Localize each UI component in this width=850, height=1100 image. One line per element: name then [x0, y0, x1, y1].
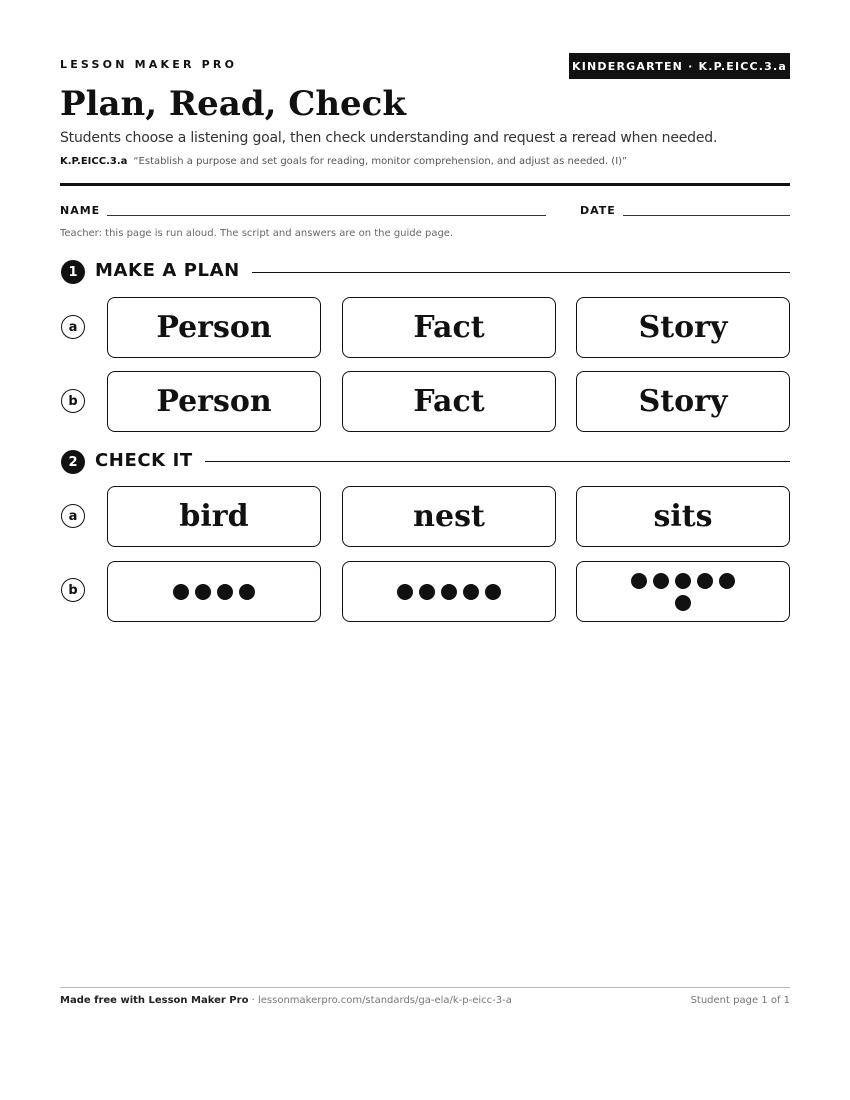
count-dot: [675, 573, 691, 589]
plan-b-fact-card[interactable]: [342, 371, 556, 432]
grade-standard-badge: KINDERGARTEN · K.P.EICC.3.a: [569, 53, 790, 79]
count-dot: [239, 584, 255, 600]
section-1-title: MAKE A PLAN: [95, 260, 252, 281]
count-dot: [675, 595, 691, 611]
section-1-number: 1: [61, 260, 85, 284]
brand-name: LESSON MAKER PRO: [60, 58, 238, 71]
card-word: Person: [156, 310, 272, 345]
plan-b-person-card[interactable]: [107, 371, 321, 432]
dot-group: [158, 584, 270, 600]
card-word: Person: [156, 384, 272, 419]
footer-credit: [60, 995, 512, 1006]
count-dot: [397, 584, 413, 600]
count-dot: [173, 584, 189, 600]
plan-a-person-card[interactable]: [107, 297, 321, 358]
check-b-dots-card-1[interactable]: [107, 561, 321, 622]
card-word: Fact: [413, 310, 485, 345]
footer-made-with: Made free with Lesson Maker Pro: [60, 995, 249, 1006]
footer-divider: [60, 987, 790, 988]
date-label: DATE: [580, 204, 616, 217]
teacher-note: Teacher: this page is run aloud. The script and answers are on the guide page.: [60, 228, 454, 239]
date-field[interactable]: [623, 215, 790, 216]
standard-code: K.P.EICC.3.a: [60, 156, 128, 167]
count-dot: [195, 584, 211, 600]
section-2-title: CHECK IT: [95, 450, 205, 471]
card-word: Fact: [413, 384, 485, 419]
check-a-sits-card[interactable]: [576, 486, 790, 547]
plan-a-fact-card[interactable]: [342, 297, 556, 358]
page-subtitle: Students choose a listening goal, then check understanding and request a reread when needed.: [60, 130, 718, 146]
row-1b-letter: b: [61, 389, 85, 413]
header-divider: [60, 183, 790, 186]
check-a-nest-card[interactable]: [342, 486, 556, 547]
section-1-rule: [250, 272, 790, 273]
name-field[interactable]: [107, 215, 546, 216]
footer-page-number: Student page 1 of 1: [690, 995, 790, 1006]
standard-text: “Establish a purpose and set goals for reading, monitor comprehension, and adjust as needed. (I)”: [133, 156, 628, 167]
plan-b-story-card[interactable]: [576, 371, 790, 432]
dot-group: [393, 584, 505, 600]
check-a-bird-card[interactable]: [107, 486, 321, 547]
footer-url[interactable]: · lessonmakerpro.com/standards/ga-ela/k-p-eicc-3-a: [248, 995, 512, 1006]
row-2b-letter: b: [61, 578, 85, 602]
plan-a-story-card[interactable]: [576, 297, 790, 358]
count-dot: [217, 584, 233, 600]
row-2a-letter: a: [61, 504, 85, 528]
section-2-number: 2: [61, 450, 85, 474]
check-b-dots-card-3[interactable]: [576, 561, 790, 622]
card-word: nest: [413, 499, 485, 534]
name-label: NAME: [60, 204, 101, 217]
card-word: sits: [653, 499, 713, 534]
row-1a-letter: a: [61, 315, 85, 339]
count-dot: [719, 573, 735, 589]
count-dot: [485, 584, 501, 600]
card-word: Story: [638, 384, 728, 419]
count-dot: [653, 573, 669, 589]
card-word: bird: [179, 499, 249, 534]
standard-line: [60, 156, 627, 167]
page-title: Plan, Read, Check: [60, 84, 406, 124]
count-dot: [631, 573, 647, 589]
count-dot: [463, 584, 479, 600]
check-b-dots-card-2[interactable]: [342, 561, 556, 622]
count-dot: [419, 584, 435, 600]
count-dot: [441, 584, 457, 600]
dot-group: [627, 573, 739, 611]
card-word: Story: [638, 310, 728, 345]
count-dot: [697, 573, 713, 589]
section-2-rule: [202, 461, 790, 462]
